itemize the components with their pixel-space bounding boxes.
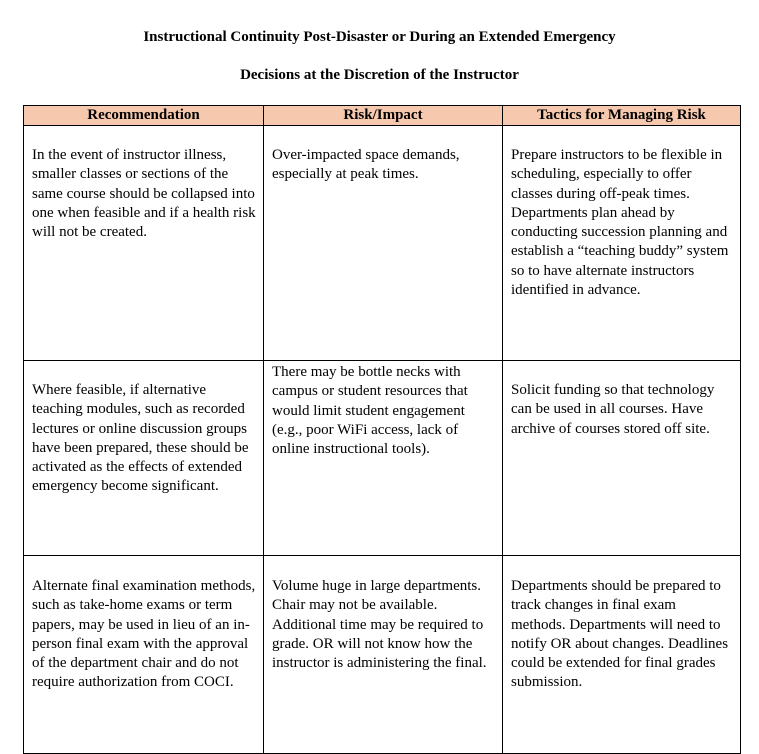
tactics-text: Prepare instructors to be flexible in scheduling, especially to offer classes during off-peak times. Departments plan ahead by conducting succession planning and establish a “teaching buddy” system so to have alternate instructors identified in advance. [511, 147, 729, 299]
document-subtitle: Decisions at the Discretion of the Instructor [240, 67, 519, 83]
risk-impact-text: Over-impacted space demands, especially at peak times. [272, 147, 460, 183]
table-row [24, 126, 741, 361]
risk-impact-text: There may be bottle necks with campus or student resources that would limit student engagement (e.g., poor WiFi access, lack of online instructional tools). [272, 364, 468, 458]
column-header-recommendation: Recommendation [24, 106, 264, 126]
tactics-cell [503, 556, 741, 754]
recommendation-text: Where feasible, if alternative teaching modules, such as recorded lectures or online discussion groups have been prepared, these should be activated as the effects of extended emergency become significant. [32, 382, 249, 495]
document-title: Instructional Continuity Post-Disaster or During an Extended Emergency [143, 29, 616, 45]
tactics-text: Departments should be prepared to track changes in final exam methods. Departments will need to notify OR about changes. Deadlines could be extended for final grades submission. [511, 578, 729, 691]
tactics-cell [503, 361, 741, 556]
tactics-cell [503, 126, 741, 361]
recommendation-text: Alternate final examination methods, such as take-home exams or term papers, may be used in lieu of an in-person final exam with the approval of the department chair and do not require authorization from COCI. [32, 578, 256, 691]
column-header-risk-impact: Risk/Impact [264, 106, 503, 126]
recommendation-cell [24, 361, 264, 556]
recommendations-table [23, 105, 741, 754]
recommendation-cell [24, 556, 264, 754]
risk-impact-cell [264, 556, 503, 754]
column-header-tactics: Tactics for Managing Risk [503, 106, 741, 126]
recommendation-cell [24, 126, 264, 361]
tactics-text: Solicit funding so that technology can be used in all courses. Have archive of courses stored off site. [511, 382, 715, 437]
risk-impact-text: Volume huge in large departments. Chair may not be available. Additional time may be required to grade. OR will not know how the instructor is administering the final. [272, 578, 487, 672]
risk-impact-cell [264, 361, 503, 556]
risk-impact-cell [264, 126, 503, 361]
recommendation-text: In the event of instructor illness, smaller classes or sections of the same course should be collapsed into one when feasible and if a health risk will not be created. [32, 147, 256, 241]
table-row [24, 361, 741, 556]
table-row [24, 556, 741, 754]
table-header-row [24, 106, 741, 126]
